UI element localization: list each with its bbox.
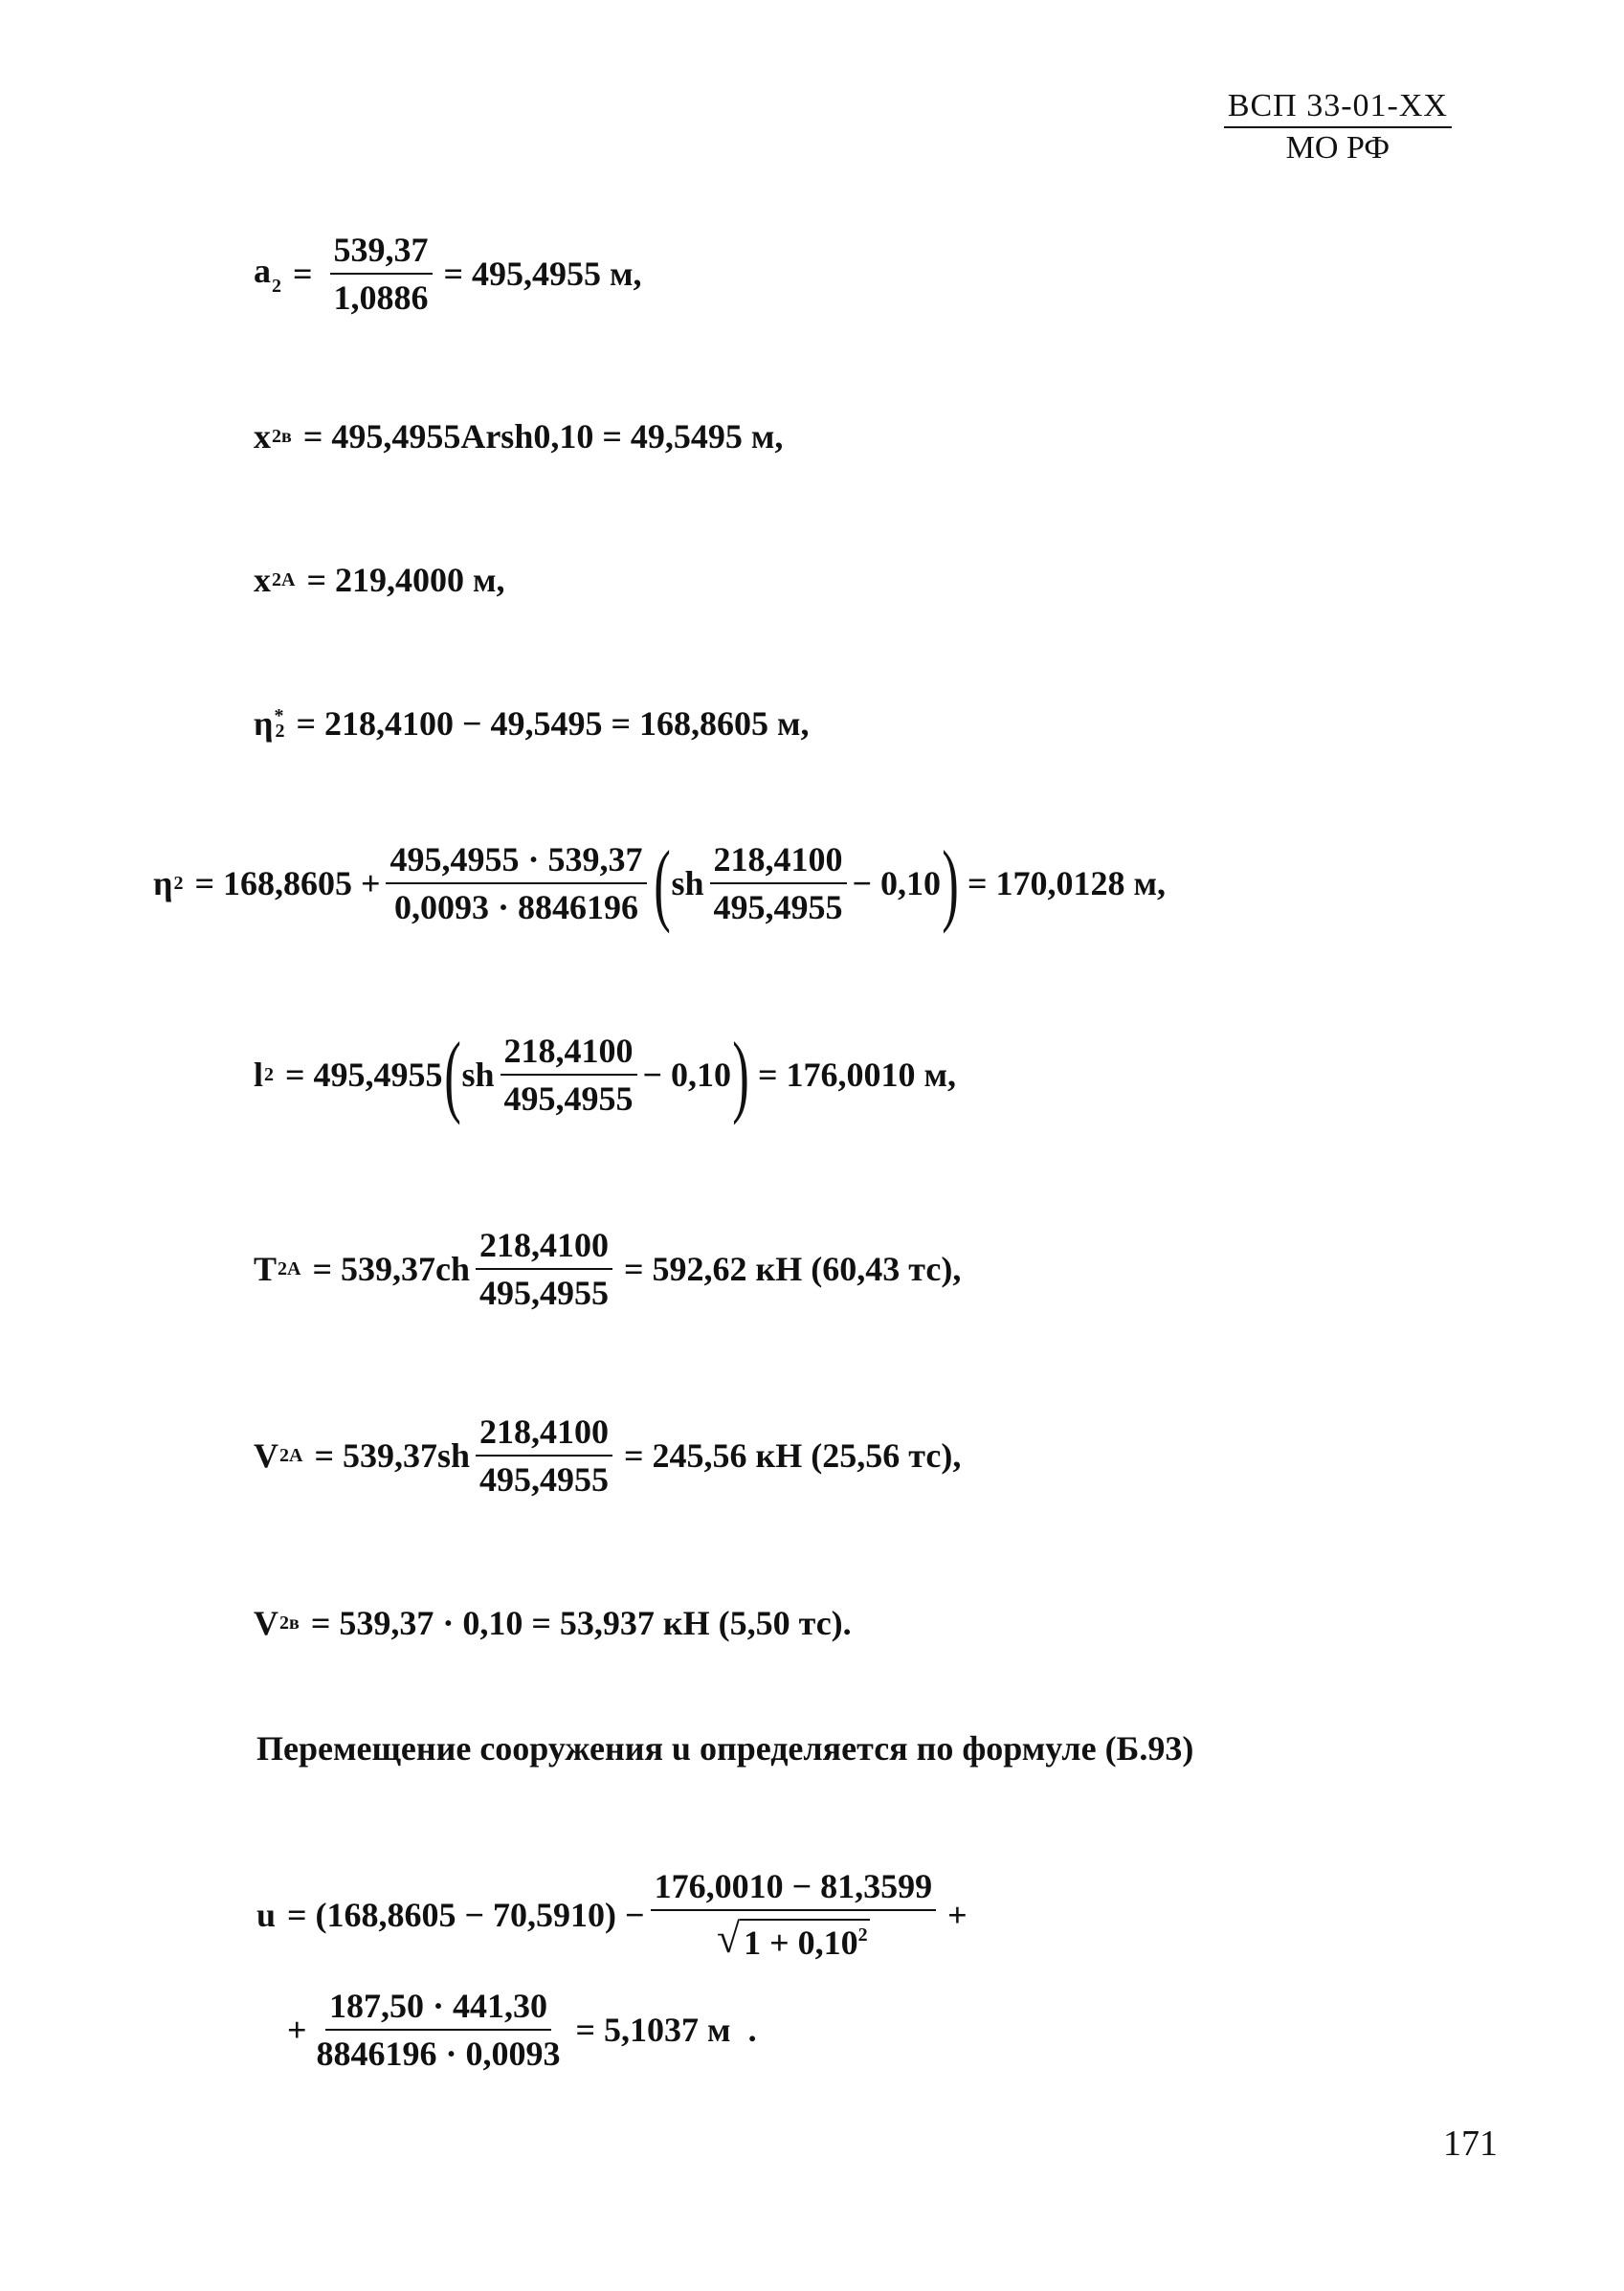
body-paragraph: Перемещение сооружения u определяется по формуле (Б.93) bbox=[256, 1729, 1194, 1768]
radicand bbox=[740, 1919, 870, 1963]
eq-lhs-symbol: u bbox=[256, 1895, 277, 1934]
eq-lhs-sub: 2 bbox=[173, 872, 184, 894]
fraction-numerator: 218,4100 bbox=[476, 1225, 612, 1270]
eq-lhs-sub: 2в bbox=[272, 425, 292, 447]
eq-equals: = bbox=[293, 255, 313, 293]
eq-term: = 539,37ch bbox=[312, 1250, 470, 1288]
right-paren: ) bbox=[732, 1023, 749, 1125]
left-paren: ( bbox=[653, 832, 671, 934]
eq-term: = 495,4955 bbox=[285, 1056, 443, 1094]
square-root bbox=[717, 1914, 870, 1963]
eq-lhs-symbol: x bbox=[254, 417, 271, 456]
eq-rhs: = 218,4100 − 49,5495 = 168,8605 м, bbox=[296, 704, 810, 743]
right-paren: ) bbox=[942, 832, 959, 934]
fraction-denominator: 495,4955 bbox=[479, 1460, 609, 1499]
eq-rhs: = 176,0010 м, bbox=[758, 1056, 957, 1094]
fraction-numerator: 218,4100 bbox=[501, 1031, 637, 1076]
eq-lhs-sub: 2в bbox=[279, 1612, 300, 1634]
eq-lhs-symbol: η bbox=[153, 864, 173, 902]
fraction-denominator: 0,0093 · 8846196 bbox=[393, 888, 638, 926]
sh-function: sh bbox=[461, 1056, 495, 1094]
fraction-numerator: 539,37 bbox=[330, 230, 433, 275]
equation-l2 bbox=[254, 1023, 957, 1125]
eq-lhs-sub: 2 bbox=[272, 275, 281, 297]
fraction-denominator: 8846196 · 0,0093 bbox=[316, 2035, 561, 2073]
equation-x2a bbox=[254, 560, 505, 600]
eq-rhs: = 170,0128 м, bbox=[967, 864, 1167, 902]
fraction bbox=[476, 1225, 612, 1313]
eq-rhs: = 245,56 кН (25,56 тс), bbox=[624, 1436, 962, 1475]
equation-u bbox=[256, 1866, 968, 1963]
eq-term: = 539,37sh bbox=[314, 1436, 470, 1475]
fraction-numerator: 218,4100 bbox=[710, 839, 847, 884]
eq-lhs-sub: 2A bbox=[279, 1444, 303, 1466]
eq-lhs-sup: * bbox=[274, 705, 284, 726]
eq-lhs-symbol: l bbox=[254, 1056, 264, 1094]
equation-eta2 bbox=[153, 832, 1167, 934]
equation-x2b bbox=[254, 416, 783, 456]
equation-eta2-star bbox=[254, 703, 810, 744]
fraction-numerator: 176,0010 − 81,3599 bbox=[651, 1866, 937, 1911]
standard-code: ВСП 33-01-XX bbox=[1224, 88, 1452, 128]
fraction bbox=[313, 1986, 565, 2074]
eq-rhs: = 495,4955Arsh0,10 = 49,5495 м, bbox=[302, 417, 784, 456]
eq-lhs-symbol: x bbox=[254, 561, 271, 599]
eq-term: = 168,8605 + bbox=[194, 864, 381, 902]
eq-term: − 0,10 bbox=[852, 864, 942, 902]
eq-lhs-sub: 2 bbox=[275, 721, 285, 742]
eq-rhs: = 539,37 · 0,10 = 53,937 кН (5,50 тс). bbox=[310, 1604, 852, 1642]
document-header bbox=[1224, 88, 1452, 167]
eq-term: + bbox=[947, 1895, 968, 1934]
equation-V2B bbox=[254, 1603, 852, 1643]
fraction bbox=[386, 839, 646, 927]
eq-lhs-sub: 2A bbox=[272, 568, 296, 590]
eq-term: + bbox=[287, 2011, 307, 2049]
left-paren: ( bbox=[443, 1023, 461, 1125]
eq-lhs-symbol: η bbox=[254, 704, 274, 743]
eq-lhs-symbol: a bbox=[254, 251, 271, 290]
inner-fraction bbox=[710, 839, 847, 927]
fraction-denominator: 495,4955 bbox=[503, 1079, 634, 1118]
eq-rhs: = 592,62 кН (60,43 тс), bbox=[623, 1250, 962, 1288]
fraction-numerator: 495,4955 · 539,37 bbox=[386, 839, 646, 884]
fraction-denominator: 495,4955 bbox=[478, 1274, 609, 1312]
inner-fraction bbox=[501, 1031, 637, 1119]
page-number: 171 bbox=[1443, 2124, 1498, 2164]
sh-function: sh bbox=[671, 864, 704, 902]
equation-V2A bbox=[254, 1412, 961, 1500]
fraction-denominator: 495,4955 bbox=[713, 888, 843, 926]
fraction-numerator: 218,4100 bbox=[476, 1412, 612, 1457]
eq-rhs: = 495,4955 м, bbox=[443, 255, 642, 293]
radicand-exponent: 2 bbox=[857, 1924, 868, 1946]
fraction bbox=[476, 1412, 612, 1500]
fraction bbox=[651, 1866, 937, 1963]
eq-rhs: = 219,4000 м, bbox=[306, 561, 505, 599]
eq-lhs bbox=[254, 251, 281, 298]
equation-T2A bbox=[254, 1225, 961, 1313]
eq-lhs-symbol: V bbox=[254, 1436, 278, 1475]
fraction-denominator bbox=[713, 1911, 874, 1963]
eq-lhs-sub: 2 bbox=[264, 1063, 275, 1085]
radical-sign: √ bbox=[716, 1915, 741, 1962]
radicand-expr: 1 + 0,10 bbox=[744, 1924, 858, 1962]
fraction bbox=[330, 230, 433, 318]
equation-a2 bbox=[254, 230, 642, 318]
eq-lhs-sub: 2A bbox=[278, 1257, 301, 1279]
eq-rhs: = 5,1037 м . bbox=[575, 2011, 757, 2049]
organization: МО РФ bbox=[1285, 130, 1390, 166]
eq-term: = (168,8605 − 70,5910) − bbox=[287, 1895, 645, 1934]
fraction-numerator: 187,50 · 441,30 bbox=[325, 1986, 551, 2031]
eq-lhs-symbol: T bbox=[254, 1250, 278, 1288]
eq-term: − 0,10 bbox=[642, 1056, 732, 1094]
fraction-denominator: 1,0886 bbox=[333, 278, 429, 317]
eq-lhs-symbol: V bbox=[254, 1604, 278, 1642]
equation-u-continued bbox=[287, 1986, 757, 2074]
